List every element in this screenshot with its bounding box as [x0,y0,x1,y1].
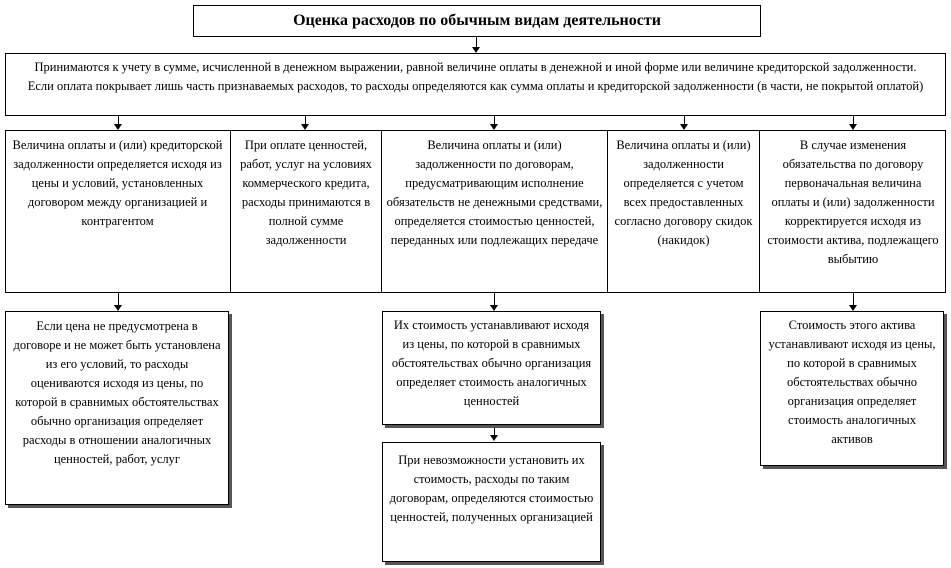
column-3-text: Величина оплаты и (или) задолженности по договорам, предусматривающим исполнение обязательств не денежными средствами, определяется стоимостью ценностей, переданных или подлежащих передаче [382,130,608,293]
intro-box: Принимаются к учету в сумме, исчисленной в денежном выражении, равной величине оплаты в денежной и иной форме или величине кредиторской задолженности. Если оплата покрывает лишь часть признаваемых расходов, то расходы определяются как сумма оплаты и кредиторской задолженности (в части, не покрытой оплатой) [5,53,946,116]
column-4-text: Величина оплаты и (или) задолженности определяется с учетом всех предоставленных согласно договору скидок (накидок) [608,130,760,293]
sub-box-left: Если цена не предусмотрена в договоре и не может быть установлена из его условий, то расходы оцениваются исходя из цены, по которой в сравнимых обстоятельствах обычно организация определяет расходы в отношении аналогичных ценностей, работ, услуг [5,311,229,505]
column-1-text: Величина оплаты и (или) кредиторской задолженности определяется исходя из цены и условий, установленных договором между организацией и контрагентом [5,130,231,293]
column-2-text: При оплате ценностей, работ, услуг на условиях коммерческого кредита, расходы принимаются в полной сумме задолженности [231,130,382,293]
sub-box-middle-1: Их стоимость устанавливают исходя из цены, по которой в сравнимых обстоятельствах обычно организация определяет стоимость аналогичных ценностей [382,311,601,425]
column-5-text: В случае изменения обязательства по договору первоначальная величина оплаты и (или) задолженности корректируется исходя из стоимости актива, подлежащего выбытию [767,138,939,266]
diagram-title: Оценка расходов по обычным видам деятельности [193,5,761,37]
sub-box-right: Стоимость этого актива устанавливают исходя из цены, по которой в сравнимых обстоятельствах обычно организация определяет стоимость аналогичных активов [760,311,944,466]
sub-box-middle-2: При невозможности установить их стоимость, расходы по таким договорам, определяются стоимостью ценностей, полученных организацией [382,442,601,562]
